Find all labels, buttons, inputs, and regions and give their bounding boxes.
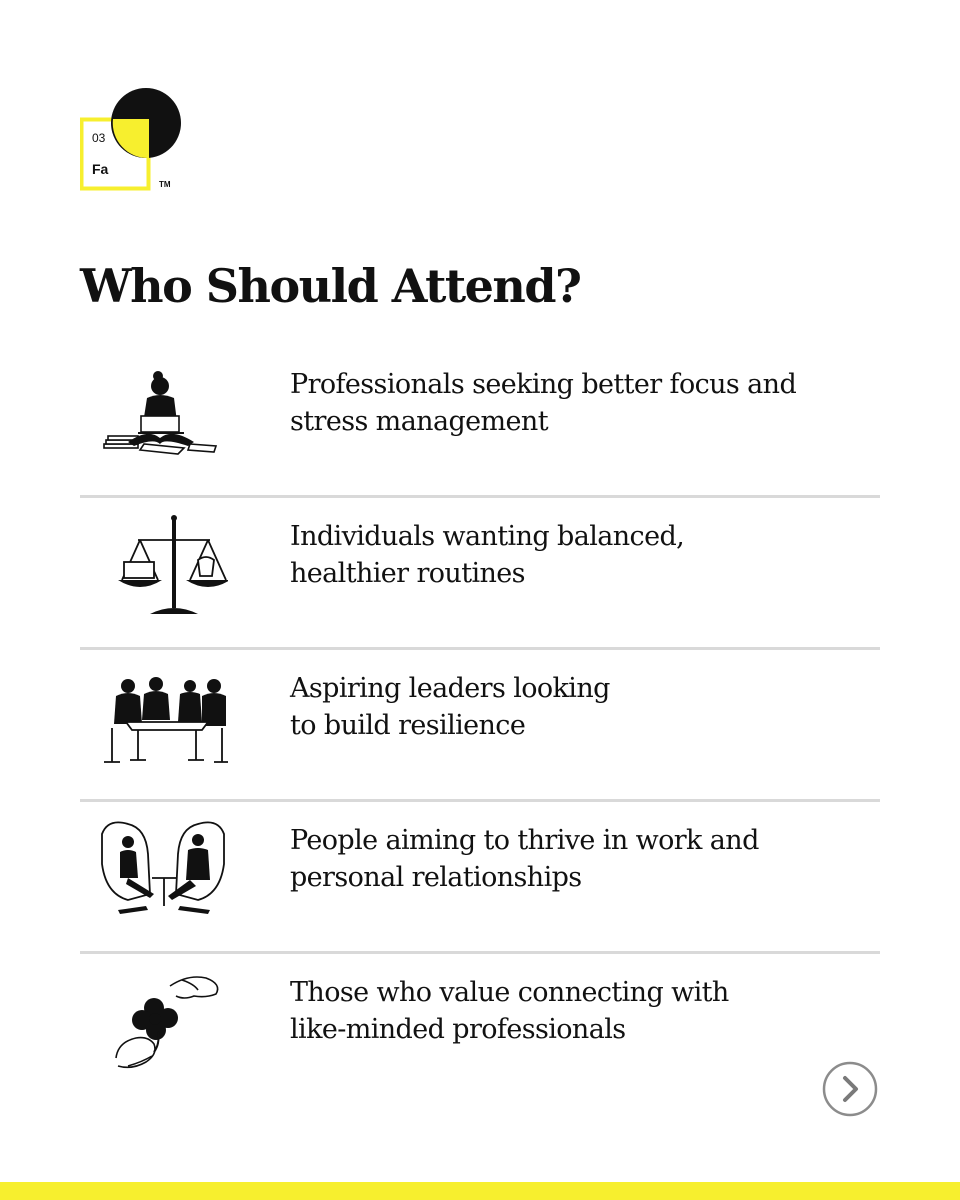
item-text-line2: to build resilience xyxy=(290,710,526,741)
next-button[interactable] xyxy=(822,1061,878,1117)
couple-chairs-icon xyxy=(98,814,228,924)
item-text xyxy=(290,518,850,592)
logo-number: 03 xyxy=(92,131,106,145)
item-text xyxy=(290,974,850,1048)
hands-flower-icon xyxy=(98,966,228,1076)
item-text xyxy=(290,670,850,744)
list-item xyxy=(80,802,880,954)
list-item xyxy=(80,954,880,1106)
list-item xyxy=(80,346,880,498)
item-text-line1: Aspiring leaders looking xyxy=(290,673,610,704)
brand-logo xyxy=(80,88,190,194)
bottom-accent-bar xyxy=(0,1182,960,1200)
chevron-right-icon xyxy=(822,1061,878,1117)
logo-symbol: Fa xyxy=(92,161,109,177)
list-item xyxy=(80,498,880,650)
trademark-mark: TM xyxy=(159,180,171,189)
team-meeting-icon xyxy=(98,662,228,772)
item-text-line1: Individuals wanting balanced, xyxy=(290,521,685,552)
page-title: Who Should Attend? xyxy=(80,259,581,313)
item-text-line2: stress management xyxy=(290,406,548,437)
item-text xyxy=(290,822,850,896)
item-text-line1: Those who value connecting with xyxy=(290,977,729,1008)
item-text xyxy=(290,366,850,440)
list-item xyxy=(80,650,880,802)
balance-scale-icon xyxy=(98,510,228,620)
item-text-line1: Professionals seeking better focus and xyxy=(290,369,797,400)
item-text-line1: People aiming to thrive in work and xyxy=(290,825,759,856)
item-text-line2: like-minded professionals xyxy=(290,1014,626,1045)
woman-laptop-icon xyxy=(98,358,228,468)
item-text-line2: healthier routines xyxy=(290,558,525,589)
item-text-line2: personal relationships xyxy=(290,862,582,893)
